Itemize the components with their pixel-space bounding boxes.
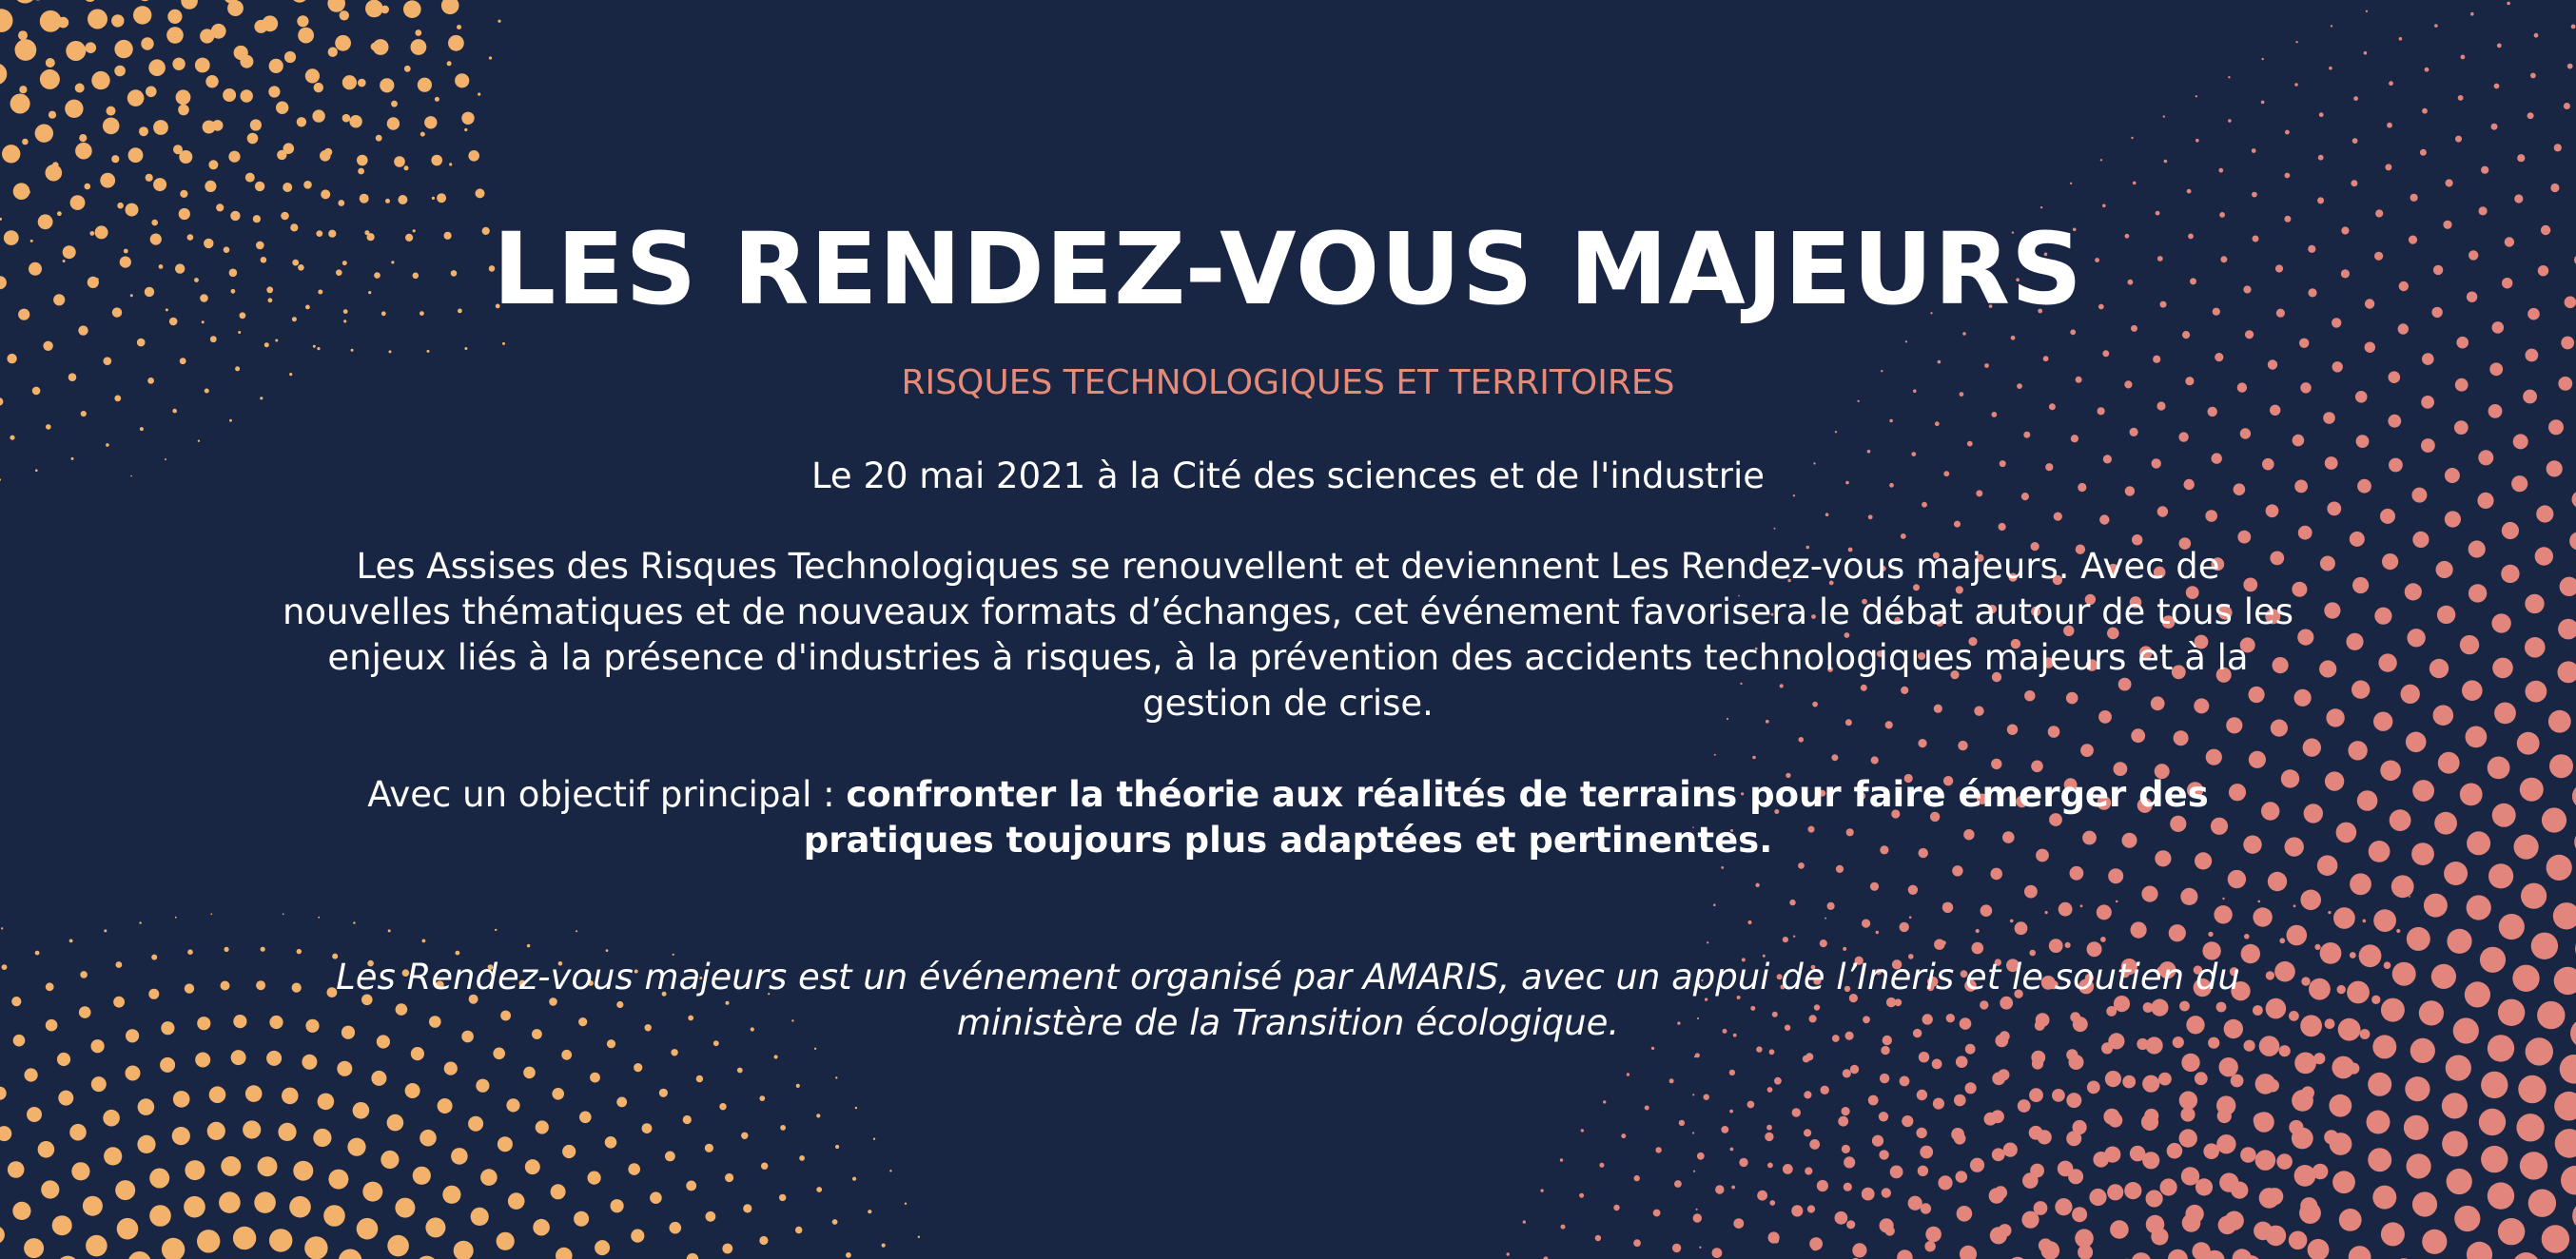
page-title: LES RENDEZ-VOUS MAJEURS [493,211,2083,327]
objective-highlight: confronter la théorie aux réalités de terrains pour faire émerger des pratiques toujours plus adaptées et pertinentes. [803,774,2209,861]
page-subtitle: RISQUES TECHNOLOGIQUES ET TERRITOIRES [901,363,1675,402]
objective-prefix: Avec un objectif principal : [367,774,847,815]
organizer-note: Les Rendez-vous majeurs est un événement organisé par AMARIS, avec un appui de l’Ineris et le soutien du ministère de la Transition écologique. [336,957,2240,1043]
event-date-location: Le 20 mai 2021 à la Cité des sciences et de l'industrie [810,455,1766,496]
intro-paragraph: Les Assises des Risques Technologiques se renouvellent et deviennent Les Rendez-vous majeurs. Avec de nouvelles thématiques et de nouveaux formats d’échanges, cet événement favorisera le débat autour de tous les enjeux liés à la présence d'industries à risques, à la prévention des accidents technologiques majeurs et à la gestion de crise. [282,546,2294,724]
objective-paragraph [280,772,2296,863]
